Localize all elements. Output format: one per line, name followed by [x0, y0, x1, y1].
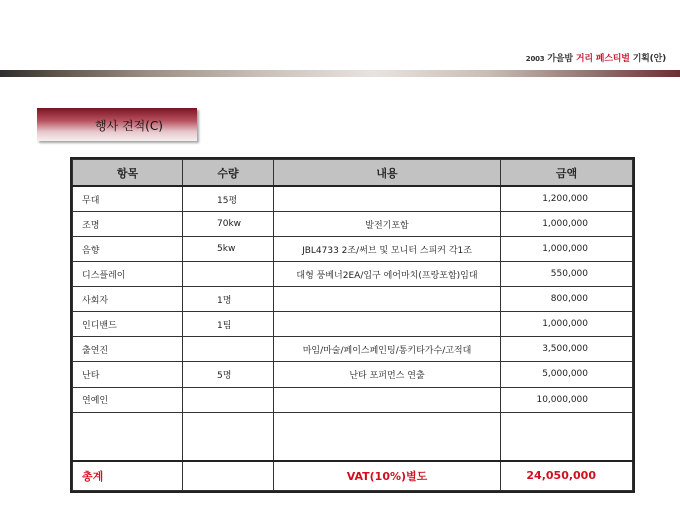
total-vat-note: VAT(10%)별도 — [274, 461, 501, 491]
cell-item: 디스플레이 — [73, 262, 183, 287]
section-title-box — [37, 108, 197, 141]
decorative-gradient-band — [0, 70, 680, 77]
cell-description — [274, 186, 501, 212]
header-part1: 가을밤 — [547, 54, 573, 64]
header-part4: 기획(안) — [632, 54, 666, 64]
estimate-table — [72, 159, 633, 491]
table-row — [73, 212, 633, 237]
cell-quantity: 5kw — [183, 237, 274, 262]
cell-description — [274, 387, 501, 412]
table-row — [73, 362, 633, 387]
cell-quantity: 5명 — [183, 362, 274, 387]
table-row — [73, 312, 633, 337]
column-header-quantity: 수량 — [183, 160, 274, 187]
cell-description — [274, 312, 501, 337]
table-row — [73, 387, 633, 412]
cell-item: 음향 — [73, 237, 183, 262]
cell-quantity: 1팀 — [183, 312, 274, 337]
cell-amount: 5,000,000 — [501, 362, 633, 387]
cell-quantity: 15평 — [183, 186, 274, 212]
cell-amount: 1,000,000 — [501, 212, 633, 237]
cell-amount: 550,000 — [501, 262, 633, 287]
cell-item: 출연진 — [73, 337, 183, 362]
cell-quantity — [183, 387, 274, 412]
table-total-row — [73, 461, 633, 491]
cell-amount: 10,000,000 — [501, 387, 633, 412]
cell-item: 인디밴드 — [73, 312, 183, 337]
cell-item: 사회자 — [73, 287, 183, 312]
cell-item: 조명 — [73, 212, 183, 237]
cell-quantity: 70kw — [183, 212, 274, 237]
header-part2: 거리 — [575, 54, 593, 64]
document-header-title — [526, 51, 666, 64]
table-row — [73, 262, 633, 287]
table-row — [73, 337, 633, 362]
header-part3: 페스티벌 — [595, 54, 630, 64]
cell-quantity — [183, 337, 274, 362]
cell-amount: 1,200,000 — [501, 186, 633, 212]
table-row — [73, 237, 633, 262]
cell-quantity — [183, 262, 274, 287]
total-amount: 24,050,000 — [501, 461, 633, 491]
table-row-blank — [73, 412, 633, 461]
column-header-item: 항목 — [73, 160, 183, 187]
cell-empty — [73, 412, 183, 461]
cell-empty — [274, 412, 501, 461]
table-header-row — [73, 160, 633, 187]
cell-description: 대형 풍베너2EA/입구 에어마치(프랑포함)임대 — [274, 262, 501, 287]
cell-description — [274, 287, 501, 312]
cell-empty — [501, 412, 633, 461]
cell-description: 난타 포퍼먼스 연출 — [274, 362, 501, 387]
cell-description: 마임/마술/페이스페인팅/통키타가수/고적대 — [274, 337, 501, 362]
cell-quantity: 1명 — [183, 287, 274, 312]
cell-item: 난타 — [73, 362, 183, 387]
table-row — [73, 186, 633, 212]
section-title: 행사 견적(C) — [95, 119, 163, 133]
cell-description: 발전기포함 — [274, 212, 501, 237]
column-header-amount: 금액 — [501, 160, 633, 187]
cell-description: JBL4733 2조/써브 및 모니터 스피커 각1조 — [274, 237, 501, 262]
cell-amount: 3,500,000 — [501, 337, 633, 362]
table-row — [73, 287, 633, 312]
total-label: 총계 — [73, 461, 183, 491]
cell-item: 무대 — [73, 186, 183, 212]
column-header-description: 내용 — [274, 160, 501, 187]
header-year: 2003 — [525, 55, 545, 63]
cell-amount: 1,000,000 — [501, 237, 633, 262]
cell-empty — [183, 412, 274, 461]
estimate-table-frame — [70, 157, 635, 493]
cell-item: 연예인 — [73, 387, 183, 412]
cell-amount: 1,000,000 — [501, 312, 633, 337]
cell-amount: 800,000 — [501, 287, 633, 312]
cell-empty — [183, 461, 274, 491]
